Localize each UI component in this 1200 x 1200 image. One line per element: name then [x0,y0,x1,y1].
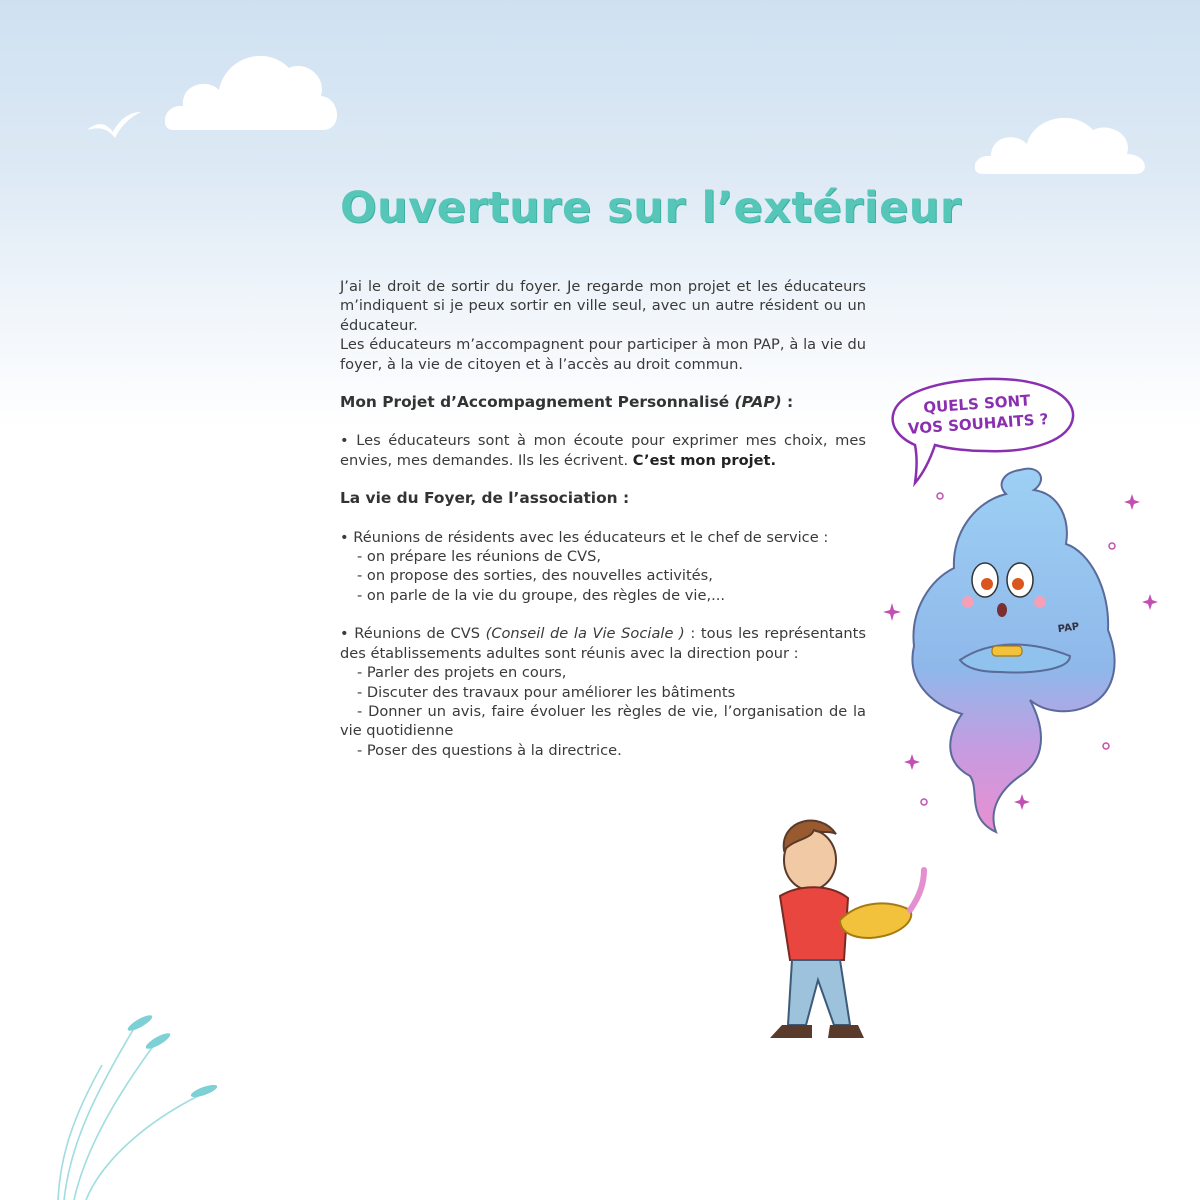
cvs-italic: (Conseil de la Vie Sociale ) [485,625,685,643]
pap-heading [340,393,866,412]
list-item: - Donner un avis, faire évoluer les règles de vie, l’organisation de la vie quotidienne [340,702,866,740]
page-title: Ouverture sur l’extérieur [340,183,962,233]
cvs-prefix: • Réunions de CVS [340,625,486,643]
meetings-intro: • Réunions de résidents avec les éducateurs et le chef de service : [340,528,829,546]
cloud-left-illustration [165,40,340,135]
foyer-heading: La vie du Foyer, de l’association : [340,489,630,508]
grass-decoration [50,1005,220,1200]
boy-with-lamp-illustration [740,800,940,1045]
bird-icon [85,110,145,140]
list-item: - on parle de la vie du groupe, des règles de vie,... [357,586,726,604]
pap-heading-suffix: : [781,393,794,412]
pap-bullet [340,431,866,470]
main-text [340,277,866,760]
intro-paragraph-2: Les éducateurs m’accompagnent pour participer à mon PAP, à la vie du foyer, à la vie de citoyen et à l’accès au droit commun. [340,336,866,373]
pap-bullet-text: • Les éducateurs sont à mon écoute pour exprimer mes choix, mes envies, mes demandes. Ils les écrivent. [340,432,866,469]
list-item: - Poser des questions à la directrice. [357,741,622,759]
cvs-suffix: : tous les représentants des établissements adultes sont réunis avec la direction pour : [340,625,866,662]
list-item: - Discuter des travaux pour améliorer les bâtiments [357,683,736,701]
genie-badge: PAP [1057,621,1080,636]
list-item: - Parler des projets en cours, [357,664,567,682]
list-item: - on propose des sorties, des nouvelles activités, [357,567,713,585]
bubble-line-2: VOS SOUHAITS ? [907,410,1049,438]
pap-bullet-bold: C’est mon projet. [632,451,777,469]
cloud-right-illustration [975,112,1150,178]
pap-heading-text: Mon Projet d’Accompagnement Personnalisé [340,393,730,412]
bubble-line-1: QUELS SONT [922,391,1031,417]
cvs-paragraph [340,624,866,663]
pap-heading-abbr: (PAP) [734,393,782,412]
list-item: - on prépare les réunions de CVS, [357,548,602,566]
intro-paragraph-1: J’ai le droit de sortir du foyer. Je regarde mon projet et les éducateurs m’indiquent si je peux sortir en ville seul, avec un autre résident ou un éducateur. [340,278,866,334]
